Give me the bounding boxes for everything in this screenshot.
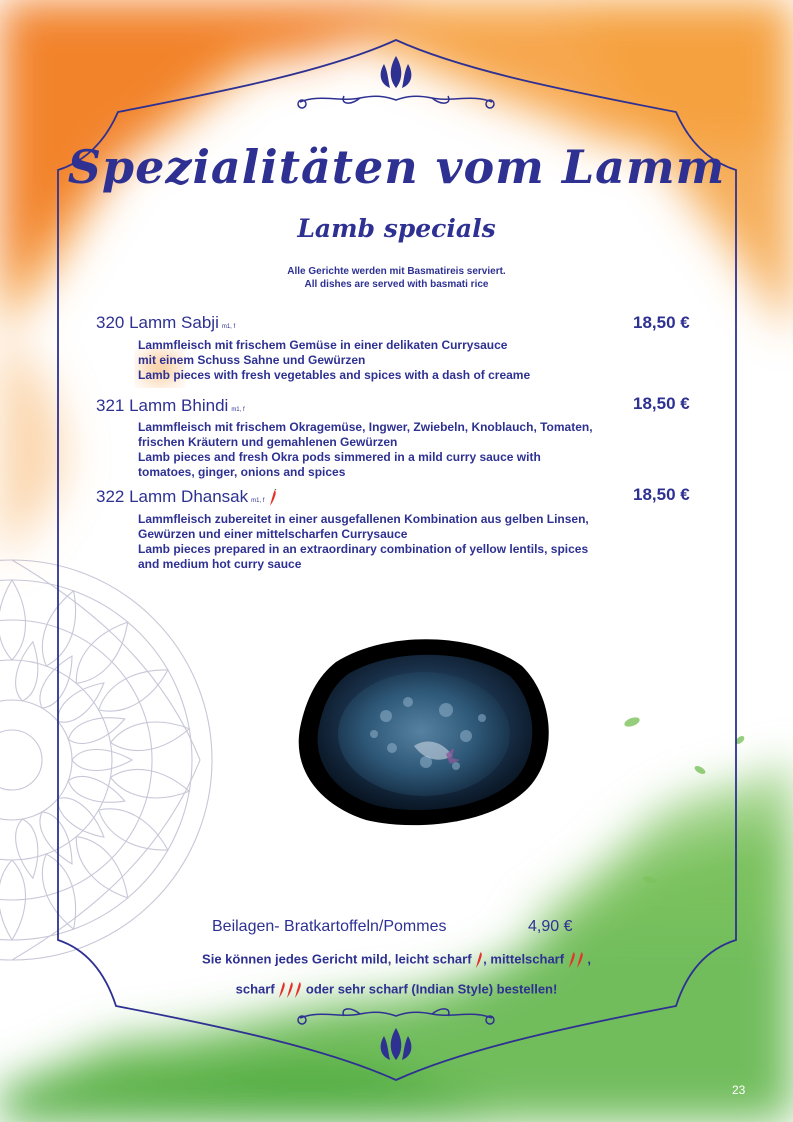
dish-title: 320 Lamm Sabji: [96, 313, 219, 332]
dish-price: 18,50 €: [633, 394, 690, 413]
bottom-scroll-ornament: [298, 1009, 494, 1024]
chili-icon: [576, 951, 584, 969]
spice-text: Sie können jedes Gericht mild, leicht scharf: [202, 951, 472, 967]
chili-icon: [568, 951, 576, 969]
dish-description: [138, 338, 628, 383]
sides-price: 4,90 €: [528, 918, 573, 935]
chili-icon: [269, 489, 277, 507]
chili-icon: [278, 981, 286, 999]
desc-en-line: tomatoes, ginger, onions and spices: [138, 465, 346, 479]
top-lotus-ornament: [381, 56, 412, 88]
dish-price: 18,50 €: [633, 485, 690, 504]
allergen-codes: m1, f: [251, 498, 265, 504]
desc-de-line: Gewürzen und einer mittelscharfen Currysauce: [138, 527, 408, 541]
desc-en-line: Lamb pieces prepared in an extraordinary combination of yellow lentils, spices: [138, 542, 589, 556]
spice-text: ,: [583, 951, 591, 967]
desc-de-line: frischen Kräutern und gemahlenen Gewürzen: [138, 435, 398, 449]
page-subtitle: Lamb specials: [297, 214, 496, 243]
allergen-codes: m1, f: [221, 324, 236, 330]
desc-de-line: mit einem Schuss Sahne und Gewürzen: [138, 353, 366, 367]
dish-description: [138, 512, 628, 572]
page-number: 23: [732, 1083, 746, 1097]
allergen-codes: m1, f: [231, 407, 245, 413]
desc-en-line: Lamb pieces and fresh Okra pods simmered in a mild curry sauce with: [138, 450, 541, 464]
spice-info-line1: [0, 951, 793, 969]
spice-text: oder sehr scharf (Indian Style) bestellen!: [302, 981, 558, 997]
sides-label: Beilagen- Bratkartoffeln/Pommes: [212, 918, 447, 935]
desc-de-line: Lammfleisch mit frischem Gemüse in einer delikaten Currysauce: [138, 338, 508, 352]
dish-name: [96, 487, 277, 507]
desc-en-line: and medium hot curry sauce: [138, 557, 302, 571]
dish-title: 321 Lamm Bhindi: [96, 396, 229, 415]
spice-info-line2: [0, 981, 793, 999]
bottom-lotus-ornament: [381, 1028, 412, 1060]
desc-de-line: Lammfleisch zubereitet in einer ausgefallenen Kombination aus gelben Linsen,: [138, 512, 589, 526]
rice-note-de: Alle Gerichte werden mit Basmatireis serviert.: [287, 266, 506, 277]
dish-photo: [296, 636, 552, 828]
dish-description: [138, 420, 628, 480]
spice-text: scharf: [235, 981, 275, 997]
chili-icon: [286, 981, 294, 999]
desc-de-line: Lammfleisch mit frischem Okragemüse, Ingwer, Zwiebeln, Knoblauch, Tomaten,: [138, 420, 593, 434]
rice-note: [0, 265, 793, 291]
dish-price: 18,50 €: [633, 313, 690, 332]
desc-en-line: Lamb pieces with fresh vegetables and spices with a dash of creame: [138, 368, 531, 382]
page-title: Spezialitäten vom Lamm: [67, 140, 726, 194]
spice-text: , mittelscharf: [483, 951, 565, 967]
chili-icon: [475, 951, 483, 969]
dish-name: [96, 396, 245, 416]
dish-name: [96, 313, 235, 333]
top-scroll-ornament: [298, 96, 494, 108]
dish-title: 322 Lamm Dhansak: [96, 487, 249, 506]
rice-note-en: All dishes are served with basmati rice: [304, 279, 489, 290]
